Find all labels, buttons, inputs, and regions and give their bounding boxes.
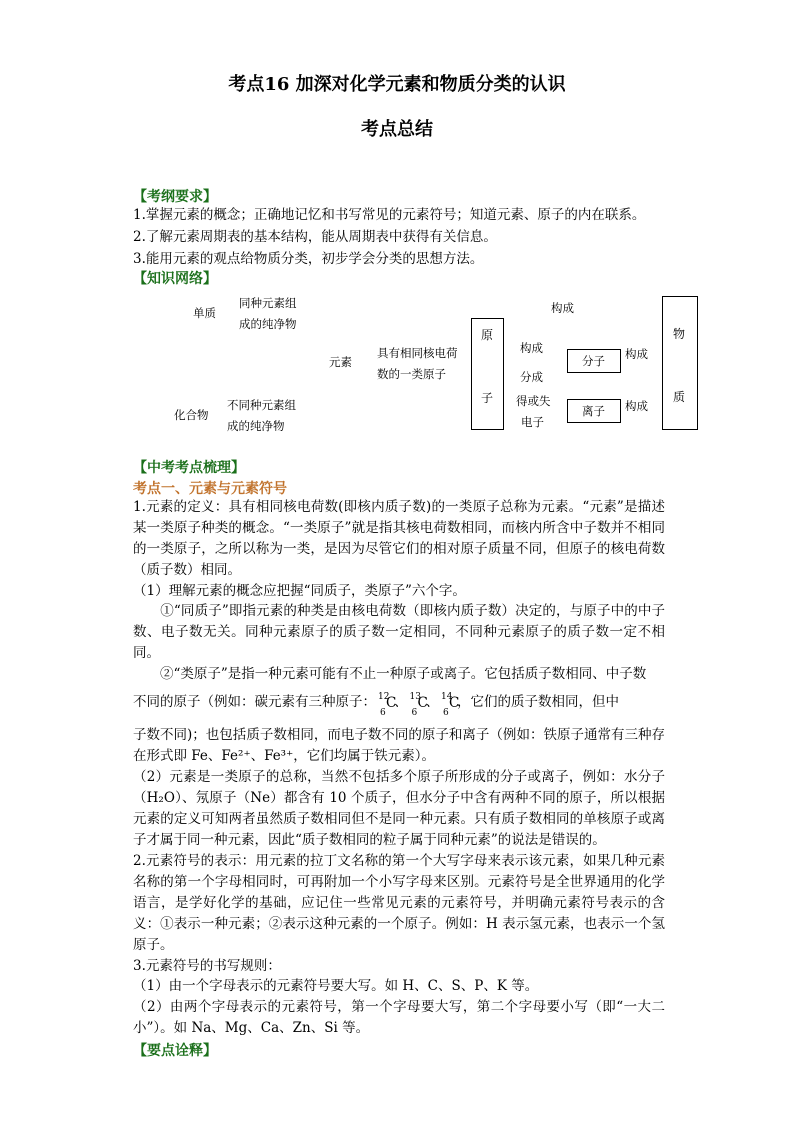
paragraph-class-atom-1: ②“类原子”是指一种元素可能有不止一种原子或离子。它包括质子数相同、中子数 [133, 666, 647, 682]
key-points-heading: 【要点诠释】 [133, 1043, 217, 1059]
paragraph-class-atom-2: 不同的原子（例如：碳元素有三种原子： 12 6 C 、 13 6 C 、 14 6 C ，它们的质子数相同，但中 [133, 691, 619, 718]
network-heading: 【知识网络】 [133, 271, 217, 287]
syllabus-item-2: 2.了解元素周期表的基本结构，能从周期表中获得有关信息。 [133, 229, 497, 245]
point1-heading: 考点一、元素与元素符号 [133, 481, 287, 497]
label-deshi-1: 得或失 [516, 394, 551, 408]
label-fenzi: 分子 [582, 354, 605, 368]
syllabus-heading: 【考纲要求】 [133, 189, 217, 205]
label-huahewu: 化合物 [174, 408, 209, 422]
paragraph-element-symbol: 2.元素符号的表示：用元素的拉丁文名称的第一个大写字母来表示该元素，如果几种元素名称的第一个字母相同时，可再附加一个小写字母来区别。元素符号是全世界通用的化学语言，是学好化学的基础，应记住一些常见元素的元素符号，并明确元素符号表示的含义：①表示一种元素；②表示这种元素的一个原子。例如：H 表示氢元素，也表示一个氢原子。 [133, 853, 665, 953]
label-danzhi-desc-2: 成的纯净物 [239, 317, 297, 331]
label-huahewu-desc-1: 不同种元素组 [227, 398, 296, 412]
isotope-c12: 12 6 C [378, 691, 397, 718]
isotope-intro: 不同的原子（例如：碳元素有三种原子： [133, 694, 376, 710]
label-yuansu: 元素 [329, 355, 352, 369]
review-heading: 【中考考点梳理】 [133, 460, 245, 476]
label-huahewu-desc-2: 成的纯净物 [227, 419, 285, 433]
paragraph-class-atom-3: 子数不同)；也包括质子数相同，而电子数不同的原子和离子（例如：铁原子通常有三种存在形式即 Fe、Fe²⁺、Fe³⁺，它们均属于铁元素）。 [133, 727, 665, 764]
paragraph-element-collective: （2）元素是一类原子的总称，当然不包括多个原子所形成的分子或离子，例如：水分子（H₂O）、氖原子（Ne）都含有 10 个质子，但水分子中含有两种不同的原子，所以根据元素的定义可知两者虽然质子数相同但不是同一种元素。只有质子数相同的单核原子或离子才属于同一种元素，因此“质子数相同的粒子属于同种元素”的说法是错误的。 [133, 769, 665, 848]
paragraph-rule-1: （1）由一个字母表示的元素符号要大写。如 H、C、S、P、K 等。 [133, 978, 539, 994]
label-fencheng: 分成 [520, 370, 543, 384]
label-lizi: 离子 [582, 404, 605, 418]
isotope-c14: 14 6 C [441, 691, 460, 718]
label-yuanzi-1: 原 [481, 328, 494, 342]
label-danzhi: 单质 [193, 306, 216, 320]
page-title: 考点16 加深对化学元素和物质分类的认识 [228, 74, 566, 95]
label-wuzhi-1: 物 [673, 327, 686, 341]
paragraph-element-definition: 1.元素的定义：具有相同核电荷数(即核内质子数)的一类原子总称为元素。“元素”是描述某一类原子种类的概念。“一类原子”就是指其核电荷数相同，而核内所含中子数并不相同的一类原子，之所以称为一类，是因为尽管它们的相对原子质量不同，但原子的核电荷数（质子数）相同。 [133, 499, 665, 578]
label-wuzhi-2: 质 [673, 390, 686, 404]
box-wuzhi [662, 296, 698, 430]
page-subtitle: 考点总结 [361, 119, 433, 140]
syllabus-item-3: 3.能用元素的观点给物质分类，初步学会分类的思想方法。 [133, 251, 484, 267]
label-goucheng-fenzi: 构成 [625, 347, 648, 361]
isotope-outro: ，它们的质子数相同，但中 [457, 694, 619, 710]
paragraph-symbol-rules: 3.元素符号的书写规则： [133, 958, 281, 974]
label-yuansu-desc-2: 数的一类原子 [377, 367, 446, 381]
label-goucheng-lizi: 构成 [625, 399, 648, 413]
label-danzhi-desc-1: 同种元素组 [239, 296, 297, 310]
label-goucheng-top: 构成 [551, 301, 574, 315]
label-deshi-2: 电子 [521, 415, 544, 429]
paragraph-rule-2: （2）由两个字母表示的元素符号，第一个字母要大写，第二个字母要小写（即“一大二小”）。如 Na、Mg、Ca、Zn、Si 等。 [133, 999, 665, 1036]
paragraph-element-concept: （1）理解元素的概念应把握“同质子，类原子”六个字。 [133, 583, 466, 599]
syllabus-item-1: 1.掌握元素的概念；正确地记忆和书写常见的元素符号；知道元素、原子的内在联系。 [133, 207, 646, 223]
isotope-c13: 13 6 C [409, 691, 428, 718]
label-yuanzi-2: 子 [481, 391, 494, 405]
label-yuansu-desc-1: 具有相同核电荷 [377, 346, 458, 360]
label-goucheng-mid: 构成 [520, 341, 543, 355]
paragraph-same-proton: ①“同质子”即指元素的种类是由核电荷数（即核内质子数）决定的，与原子中的中子数、电子数无关。同种元素原子的质子数一定相同，不同种元素原子的质子数一定不相同。 [133, 603, 665, 661]
